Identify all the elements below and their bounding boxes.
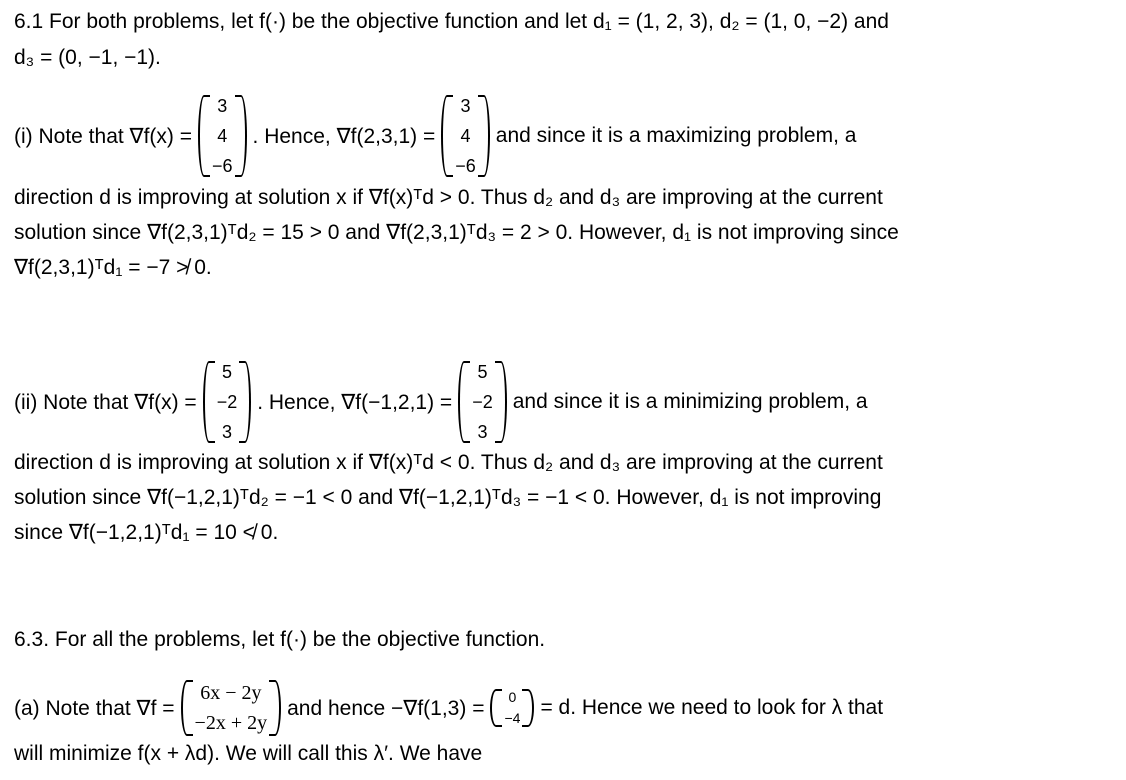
part-ii-tail: and since it is a minimizing problem, a <box>512 390 868 413</box>
part-i-line-2: direction d is improving at solution x if ∇f(x)ᵀd > 0. Thus d₂ and d₃ are improving at the current <box>14 186 883 209</box>
part-ii-gradient-row <box>14 358 868 446</box>
part-a-mid: and hence −∇f(1,3) = <box>287 696 485 720</box>
vector-entry: 3 <box>221 422 232 442</box>
vector-entry: 5 <box>221 362 232 382</box>
vector-entry: 3 <box>460 96 471 116</box>
vector-entry: 3 <box>217 96 228 116</box>
part-ii-gradient-at-point-vector <box>458 361 507 443</box>
vector-entry: 3 <box>477 422 488 442</box>
part-a-tail: = d. Hence we need to look for λ that <box>540 696 884 719</box>
vector-entry: −2x + 2y <box>194 712 268 734</box>
part-ii-line-3: solution since ∇f(−1,2,1)ᵀd₂ = −1 < 0 and ∇f(−1,2,1)ᵀd₃ = −1 < 0. However, d₁ is not improving <box>14 486 882 509</box>
vector-entry: 6x − 2y <box>200 682 262 704</box>
problem-6-1-line-2: d₃ = (0, −1, −1). <box>14 46 161 69</box>
part-a-line-2: will minimize f(x + λd). We will call this λ′. We have <box>14 742 483 765</box>
part-i-intro: (i) Note that ∇f(x) = <box>14 124 193 148</box>
vector-entry: 4 <box>217 126 228 146</box>
part-i-gradient-at-point-vector <box>441 95 490 177</box>
part-i-line-3: solution since ∇f(2,3,1)ᵀd₂ = 15 > 0 and ∇f(2,3,1)ᵀd₃ = 2 > 0. However, d₁ is not improving since <box>14 221 899 244</box>
vector-entry: −2 <box>216 392 238 412</box>
part-ii-line-4: since ∇f(−1,2,1)ᵀd₁ = 10 ≮ 0. <box>14 521 279 544</box>
part-i-gradient-vector <box>198 95 247 177</box>
part-i-hence: . Hence, ∇f(2,3,1) = <box>252 124 436 148</box>
vector-entry: 0 <box>508 689 517 705</box>
part-ii-intro: (ii) Note that ∇f(x) = <box>14 390 197 414</box>
vector-entry: 5 <box>477 362 488 382</box>
part-a-intro: (a) Note that ∇f = <box>14 696 175 720</box>
part-i-tail: and since it is a maximizing problem, a <box>495 124 857 147</box>
part-i-gradient-row <box>14 92 856 180</box>
part-ii-hence: . Hence, ∇f(−1,2,1) = <box>257 390 453 414</box>
part-ii-gradient-vector <box>203 361 252 443</box>
vector-entry: −4 <box>504 710 521 726</box>
vector-entry: −2 <box>472 392 493 412</box>
part-a-direction-vector <box>490 689 534 727</box>
problem-6-3-heading: 6.3. For all the problems, let f(·) be the objective function. <box>14 628 546 651</box>
vector-entry: −6 <box>212 156 233 176</box>
problem-6-1-line-1: 6.1 For both problems, let f(·) be the objective function and let d₁ = (1, 2, 3), d₂ = (1, 0, −2) and <box>14 10 889 33</box>
part-ii-line-2: direction d is improving at solution x if ∇f(x)ᵀd < 0. Thus d₂ and d₃ are improving at the current <box>14 451 883 474</box>
part-a-gradient-vector <box>181 680 282 736</box>
part-i-line-4: ∇f(2,3,1)ᵀd₁ = −7 ≯ 0. <box>14 256 212 279</box>
vector-entry: −6 <box>455 156 476 176</box>
part-a-gradient-row <box>14 678 883 738</box>
vector-entry: 4 <box>460 126 471 146</box>
